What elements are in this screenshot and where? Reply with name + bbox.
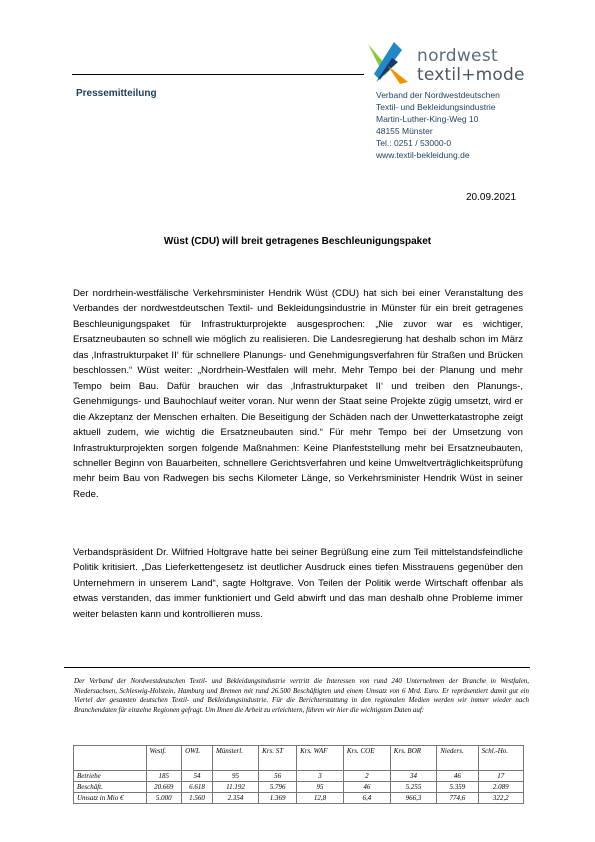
sender-line-website[interactable]: www.textil-bekleidung.de [376,150,470,161]
table-row [74,771,524,782]
table-cell: 6.618 [182,782,213,793]
table-cell: 54 [182,771,213,782]
sender-line-city: 48155 Münster [376,126,433,137]
footer-divider [64,667,530,668]
table-cell: 2 [343,771,390,782]
table-row-label: Betriebe [74,771,147,782]
logo-icon [364,40,412,86]
sender-line-street: Martin-Luther-King-Weg 10 [376,114,479,125]
logo-wordmark-line2: textil+mode [417,65,525,85]
table-cell: 5.796 [259,782,297,793]
table-cell: 774,6 [437,793,478,804]
table-cell: 20.669 [146,782,182,793]
sender-line-org2: Textil- und Bekleidungsindustrie [376,102,496,113]
table-cell: 185 [146,771,182,782]
table-cell: 95 [212,771,258,782]
table-cell: 12,8 [297,793,344,804]
table-cell: 17 [478,771,523,782]
table-cell: 322,2 [478,793,523,804]
table-cell: 2.354 [212,793,258,804]
document-date: 20.09.2021 [466,192,517,203]
table-cell: 46 [343,782,390,793]
body-paragraph: Verbandspräsident Dr. Wilfried Holtgrave hatte bei seiner Begrüßung eine zum Teil mittelstandsfeindliche Politik kritisiert. „Das Lieferkettengesetz ist deutlicher Ausdruck eines tiefen Misstrauens gegenüber den Unternehmern in unserem Land“, sagte Holtgrave. Von Teilen der Politik werde Wirtschaft offenbar als etwas verstanden, das immer funktioniert und Geld abwirft und das man deshalb ohne Probleme immer weiter belasten kann und kontrollieren muss. [73,547,523,620]
headline: Wüst (CDU) will breit getragenes Beschleunigungspaket [163,236,432,247]
table-cell: 34 [390,771,436,782]
regional-data-table [73,745,524,804]
table-cell: 5.255 [390,782,436,793]
footnote: Der Verband der Nordwestdeutschen Textil- und Bekleidungsindustrie vertritt die Interessen von rund 240 Unternehmen der Branche in Westfalen, Niedersachsen, Schleswig-Holstein, Hamburg und Bremen mit rund 26.500 Beschäftigten und einem Umsatz von 6 Mrd. Euro. Er repräsentiert damit gut ein Viertel der gesamten deutschen Textil- und Bekleidungsindustrie. Für die Berichterstattung in den regionalen Medien werden wir immer wieder nach Branchendaten für einzelne Regionen gefragt. Um Ihnen die Arbeit zu erleichtern, führen wir hier die wichtigsten Daten auf: [74,677,529,714]
table-header-cell: Krs. ST [259,746,297,771]
table-cell: 1.560 [182,793,213,804]
table-row-label: Umsatz in Mio € [74,793,147,804]
table-header-cell: Krs. BOR [390,746,436,771]
table-cell: 6,4 [343,793,390,804]
sender-line-phone: Tel.: 0251 / 53000-0 [376,138,452,149]
logo-wordmark-line1: nordwest [417,46,498,66]
table-cell: 966,3 [390,793,436,804]
table-header-cell: Schl.-Ho. [478,746,523,771]
table-cell: 3 [297,771,344,782]
table-header-cell: OWL [182,746,213,771]
table-header-cell: Münsterl. [212,746,258,771]
header-divider [72,74,364,75]
table-cell: 56 [259,771,297,782]
table-row [74,793,524,804]
sender-address [376,89,576,162]
document-type-label: Pressemitteilung [76,88,157,99]
table-header-cell [74,746,147,771]
sender-line-org: Verband der Nordwestdeutschen [376,90,500,100]
body-paragraph: Der nordrhein-westfälische Verkehrsminister Hendrik Wüst (CDU) hat sich bei einer Veranstaltung des Verbandes der nordwestdeutschen Textil- und Bekleidungsindustrie in Münster für ein breit getragenes Beschleunigungspaket für Infrastrukturprojekte ausgesprochen: „Nie zuvor war es wichtiger, Ersatzneubauten so schnell wie möglich zu realisieren. Die Landesregierung hat deshalb schon im März das ‚Infrastrukturpaket II‘ für schnellere Planungs- und Genehmigungsverfahren für Straßen und Brücken beschlossen.“ Wüst weiter: „Nordrhein-Westfalen will mehr. Mehr Tempo bei der Planung und mehr Tempo beim Bau. Dafür brauchen wir das ‚Infrastrukturpaket II‘ und treiben den Planungs-, Genehmigungs- und Bauhochlauf weiter voran. Nur wenn der Staat seine Projekte zügig umsetzt, wird er die Akzeptanz der Menschen erhalten. Die Beseitigung der Schäden nach der Unwetterkatastrophe zeigt aktuell zudem, wie wichtig die Ersatzneubauten sind.“ Für mehr Tempo bei der Umsetzung von Infrastrukturprojekten sorgen folgende Maßnahmen: Keine Planfeststellung mehr bei Ersatzneubauten, schneller Beginn von Bauarbeiten, schnellere Gerichtsverfahren und keine Umweltverträglichkeitsprüfung mehr beim Bau von Radwegen bis sechs Kilometer Länge, so Verkehrsminister Hendrik Wüst in seiner Rede. [73,288,523,500]
table-cell: 46 [437,771,478,782]
table-cell: 1.369 [259,793,297,804]
table-cell: 2.089 [478,782,523,793]
table-header-cell: Nieders. [437,746,478,771]
table-cell: 5.000 [146,793,182,804]
table-header-cell: Krs. COE [343,746,390,771]
table-row [74,782,524,793]
table-cell: 11.192 [212,782,258,793]
table-header-row [74,746,524,771]
table-header-cell: Krs. WAF [297,746,344,771]
table-header-cell: Westf. [146,746,182,771]
table-cell: 95 [297,782,344,793]
table-cell: 5.359 [437,782,478,793]
table-row-label: Beschäft. [74,782,147,793]
